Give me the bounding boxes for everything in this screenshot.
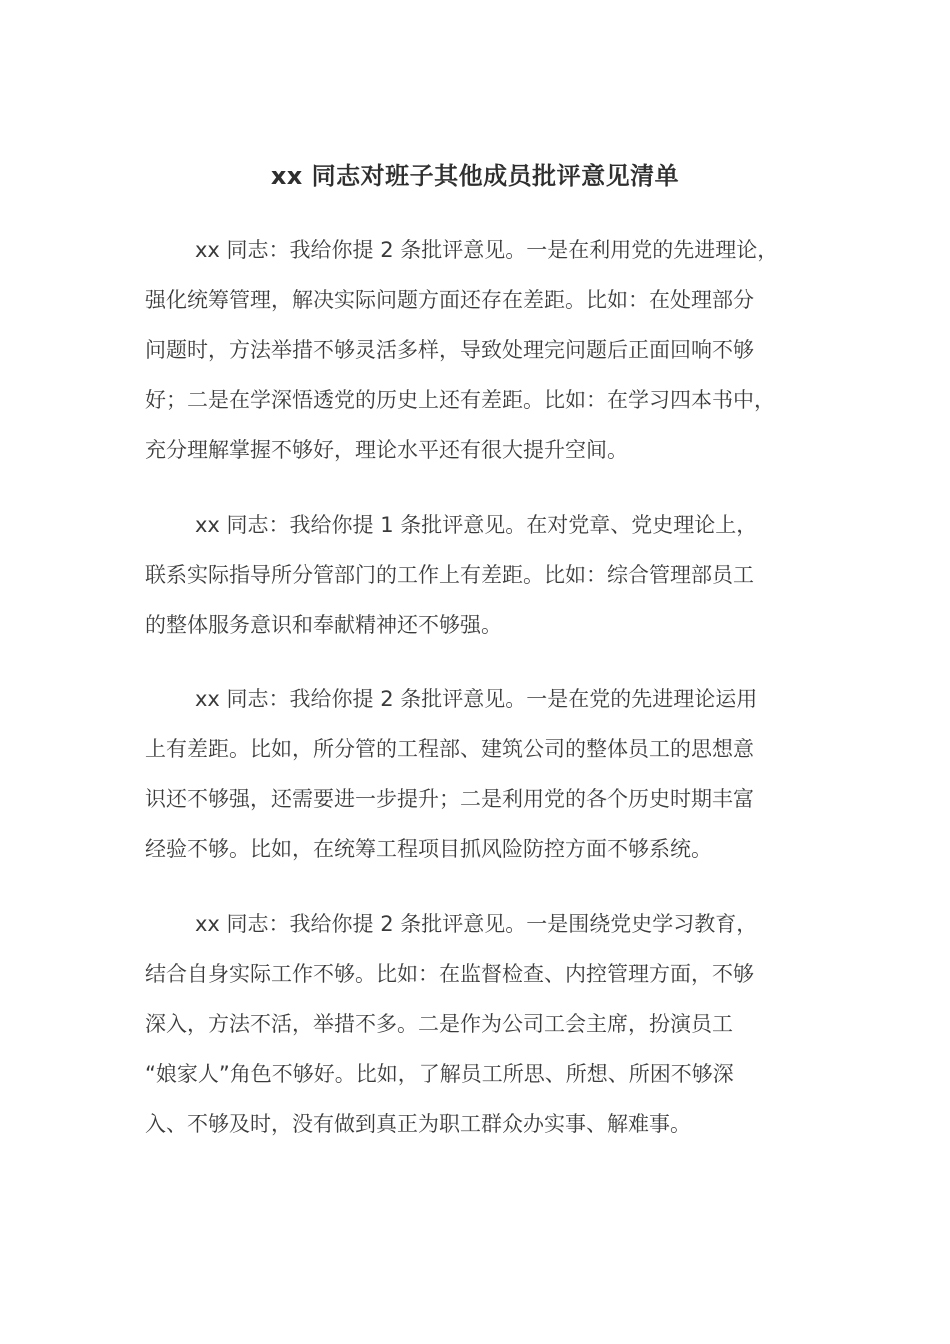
paragraph-line: 好；二是在学深悟透党的历史上还有差距。比如：在学习四本书中， [145, 388, 775, 412]
paragraph-line: 的整体服务意识和奉献精神还不够强。 [145, 613, 502, 637]
paragraph-line: 识还不够强，还需要进一步提升；二是利用党的各个历史时期丰富 [145, 787, 754, 811]
paragraph-line: 问题时，方法举措不够灵活多样，导致处理完问题后正面回响不够 [145, 338, 754, 362]
paragraph-line: xx 同志：我给你提 2 条批评意见。一是在利用党的先进理论， [195, 238, 779, 262]
paragraph-line: xx 同志：我给你提 2 条批评意见。一是围绕党史学习教育， [195, 912, 758, 936]
paragraph-line: xx 同志：我给你提 2 条批评意见。一是在党的先进理论运用 [195, 687, 758, 711]
paragraph-line: 入、不够及时，没有做到真正为职工群众办实事、解难事。 [145, 1112, 691, 1136]
paragraph-3 [145, 674, 815, 874]
paragraph-line: 充分理解掌握不够好，理论水平还有很大提升空间。 [145, 438, 628, 462]
paragraph-4 [145, 899, 815, 1149]
document-title: xx 同志对班子其他成员批评意见清单 [270, 162, 680, 190]
paragraph-line: xx 同志：我给你提 1 条批评意见。在对党章、党史理论上， [195, 513, 758, 537]
paragraph-1 [145, 225, 815, 475]
paragraph-line: “娘家人”角色不够好。比如，了解员工所思、所想、所困不够深 [145, 1062, 734, 1086]
paragraph-line: 上有差距。比如，所分管的工程部、建筑公司的整体员工的思想意 [145, 737, 754, 761]
paragraph-line: 联系实际指导所分管部门的工作上有差距。比如：综合管理部员工 [145, 563, 754, 587]
paragraph-line: 深入，方法不活，举措不多。二是作为公司工会主席，扮演员工 [145, 1012, 733, 1036]
paragraph-line: 经验不够。比如，在统筹工程项目抓风险防控方面不够系统。 [145, 837, 712, 861]
paragraph-line: 结合自身实际工作不够。比如：在监督检查、内控管理方面，不够 [145, 962, 754, 986]
paragraph-2 [145, 500, 815, 650]
paragraph-line: 强化统筹管理，解决实际问题方面还存在差距。比如：在处理部分 [145, 288, 754, 312]
